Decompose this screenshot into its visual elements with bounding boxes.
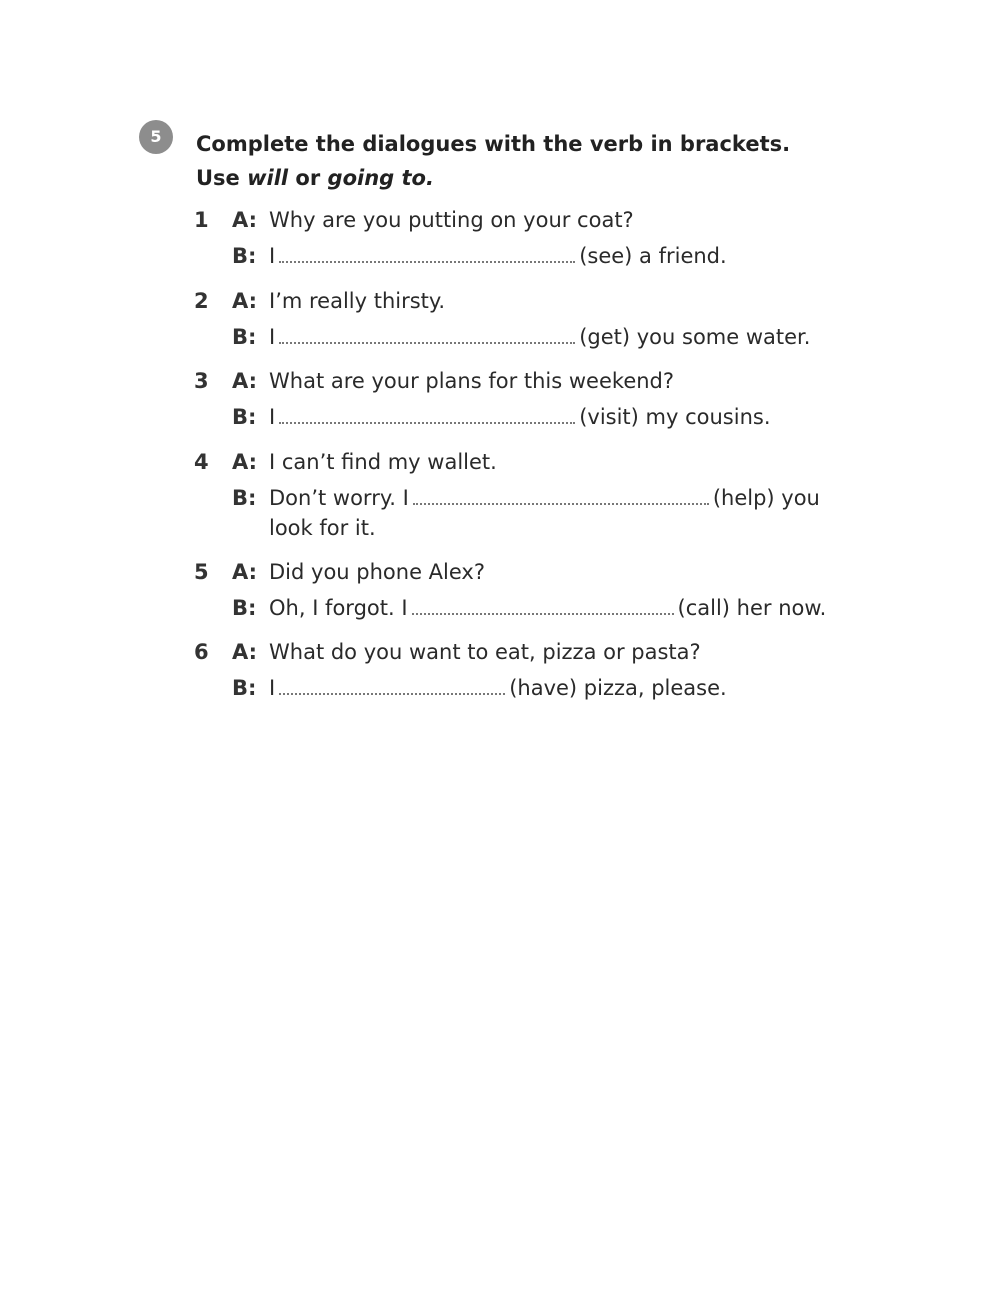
instruction-line-1: Complete the dialogues with the verb in brackets. <box>196 132 791 156</box>
b-before-text: Oh, I forgot. I <box>269 596 408 620</box>
b-after-text: (get) you some water. <box>579 325 811 349</box>
speaker-a-line: What do you want to eat, pizza or pasta? <box>269 640 701 664</box>
speaker-b-line <box>269 480 820 516</box>
speaker-b-line <box>269 238 727 274</box>
speaker-a-label: A: <box>232 369 258 393</box>
instruction-going-to: going to. <box>327 166 434 190</box>
instruction-line-2 <box>196 161 790 195</box>
speaker-a-line: I’m really thirsty. <box>269 289 446 313</box>
b-before-text: I <box>269 676 276 700</box>
item-number: 6 <box>194 640 209 664</box>
b-before-text: I <box>269 244 276 268</box>
item-number: 5 <box>194 560 209 584</box>
answer-blank[interactable] <box>279 320 575 344</box>
speaker-b-label: B: <box>232 676 257 700</box>
answer-blank[interactable] <box>412 591 674 615</box>
item-number: 2 <box>194 289 209 313</box>
b-after-text: (see) a friend. <box>579 244 727 268</box>
b-after-text: (have) pizza, please. <box>509 676 727 700</box>
b-after-text: (visit) my cousins. <box>579 405 771 429</box>
speaker-b-line <box>269 399 771 435</box>
b-after-text: (call) her now. <box>677 596 827 620</box>
b-before-text: Don’t worry. I <box>269 486 409 510</box>
speaker-a-label: A: <box>232 450 258 474</box>
b-before-text: I <box>269 405 276 429</box>
answer-blank[interactable] <box>279 671 505 695</box>
speaker-b-continuation: look for it. <box>269 516 376 540</box>
speaker-a-label: A: <box>232 289 258 313</box>
instruction-will: will <box>247 166 289 190</box>
speaker-a-label: A: <box>232 640 258 664</box>
speaker-b-line <box>269 670 727 706</box>
speaker-b-label: B: <box>232 405 257 429</box>
speaker-a-label: A: <box>232 560 258 584</box>
item-number: 4 <box>194 450 209 474</box>
exercise-instructions <box>196 127 790 195</box>
answer-blank[interactable] <box>279 400 575 424</box>
speaker-b-label: B: <box>232 596 257 620</box>
exercise-number-badge: 5 <box>139 120 173 154</box>
item-number: 1 <box>194 208 209 232</box>
b-before-text: I <box>269 325 276 349</box>
speaker-b-label: B: <box>232 244 257 268</box>
instruction-use: Use <box>196 166 240 190</box>
speaker-b-line <box>269 590 826 626</box>
speaker-b-line <box>269 319 810 355</box>
speaker-b-label: B: <box>232 486 257 510</box>
answer-blank[interactable] <box>279 239 575 263</box>
answer-blank[interactable] <box>413 481 709 505</box>
speaker-a-line: What are your plans for this weekend? <box>269 369 675 393</box>
speaker-a-line: I can’t find my wallet. <box>269 450 497 474</box>
instruction-or: or <box>295 166 321 190</box>
speaker-a-line: Why are you putting on your coat? <box>269 208 634 232</box>
speaker-a-line: Did you phone Alex? <box>269 560 485 584</box>
speaker-a-label: A: <box>232 208 258 232</box>
speaker-b-label: B: <box>232 325 257 349</box>
item-number: 3 <box>194 369 209 393</box>
b-after-text: (help) you <box>712 486 820 510</box>
